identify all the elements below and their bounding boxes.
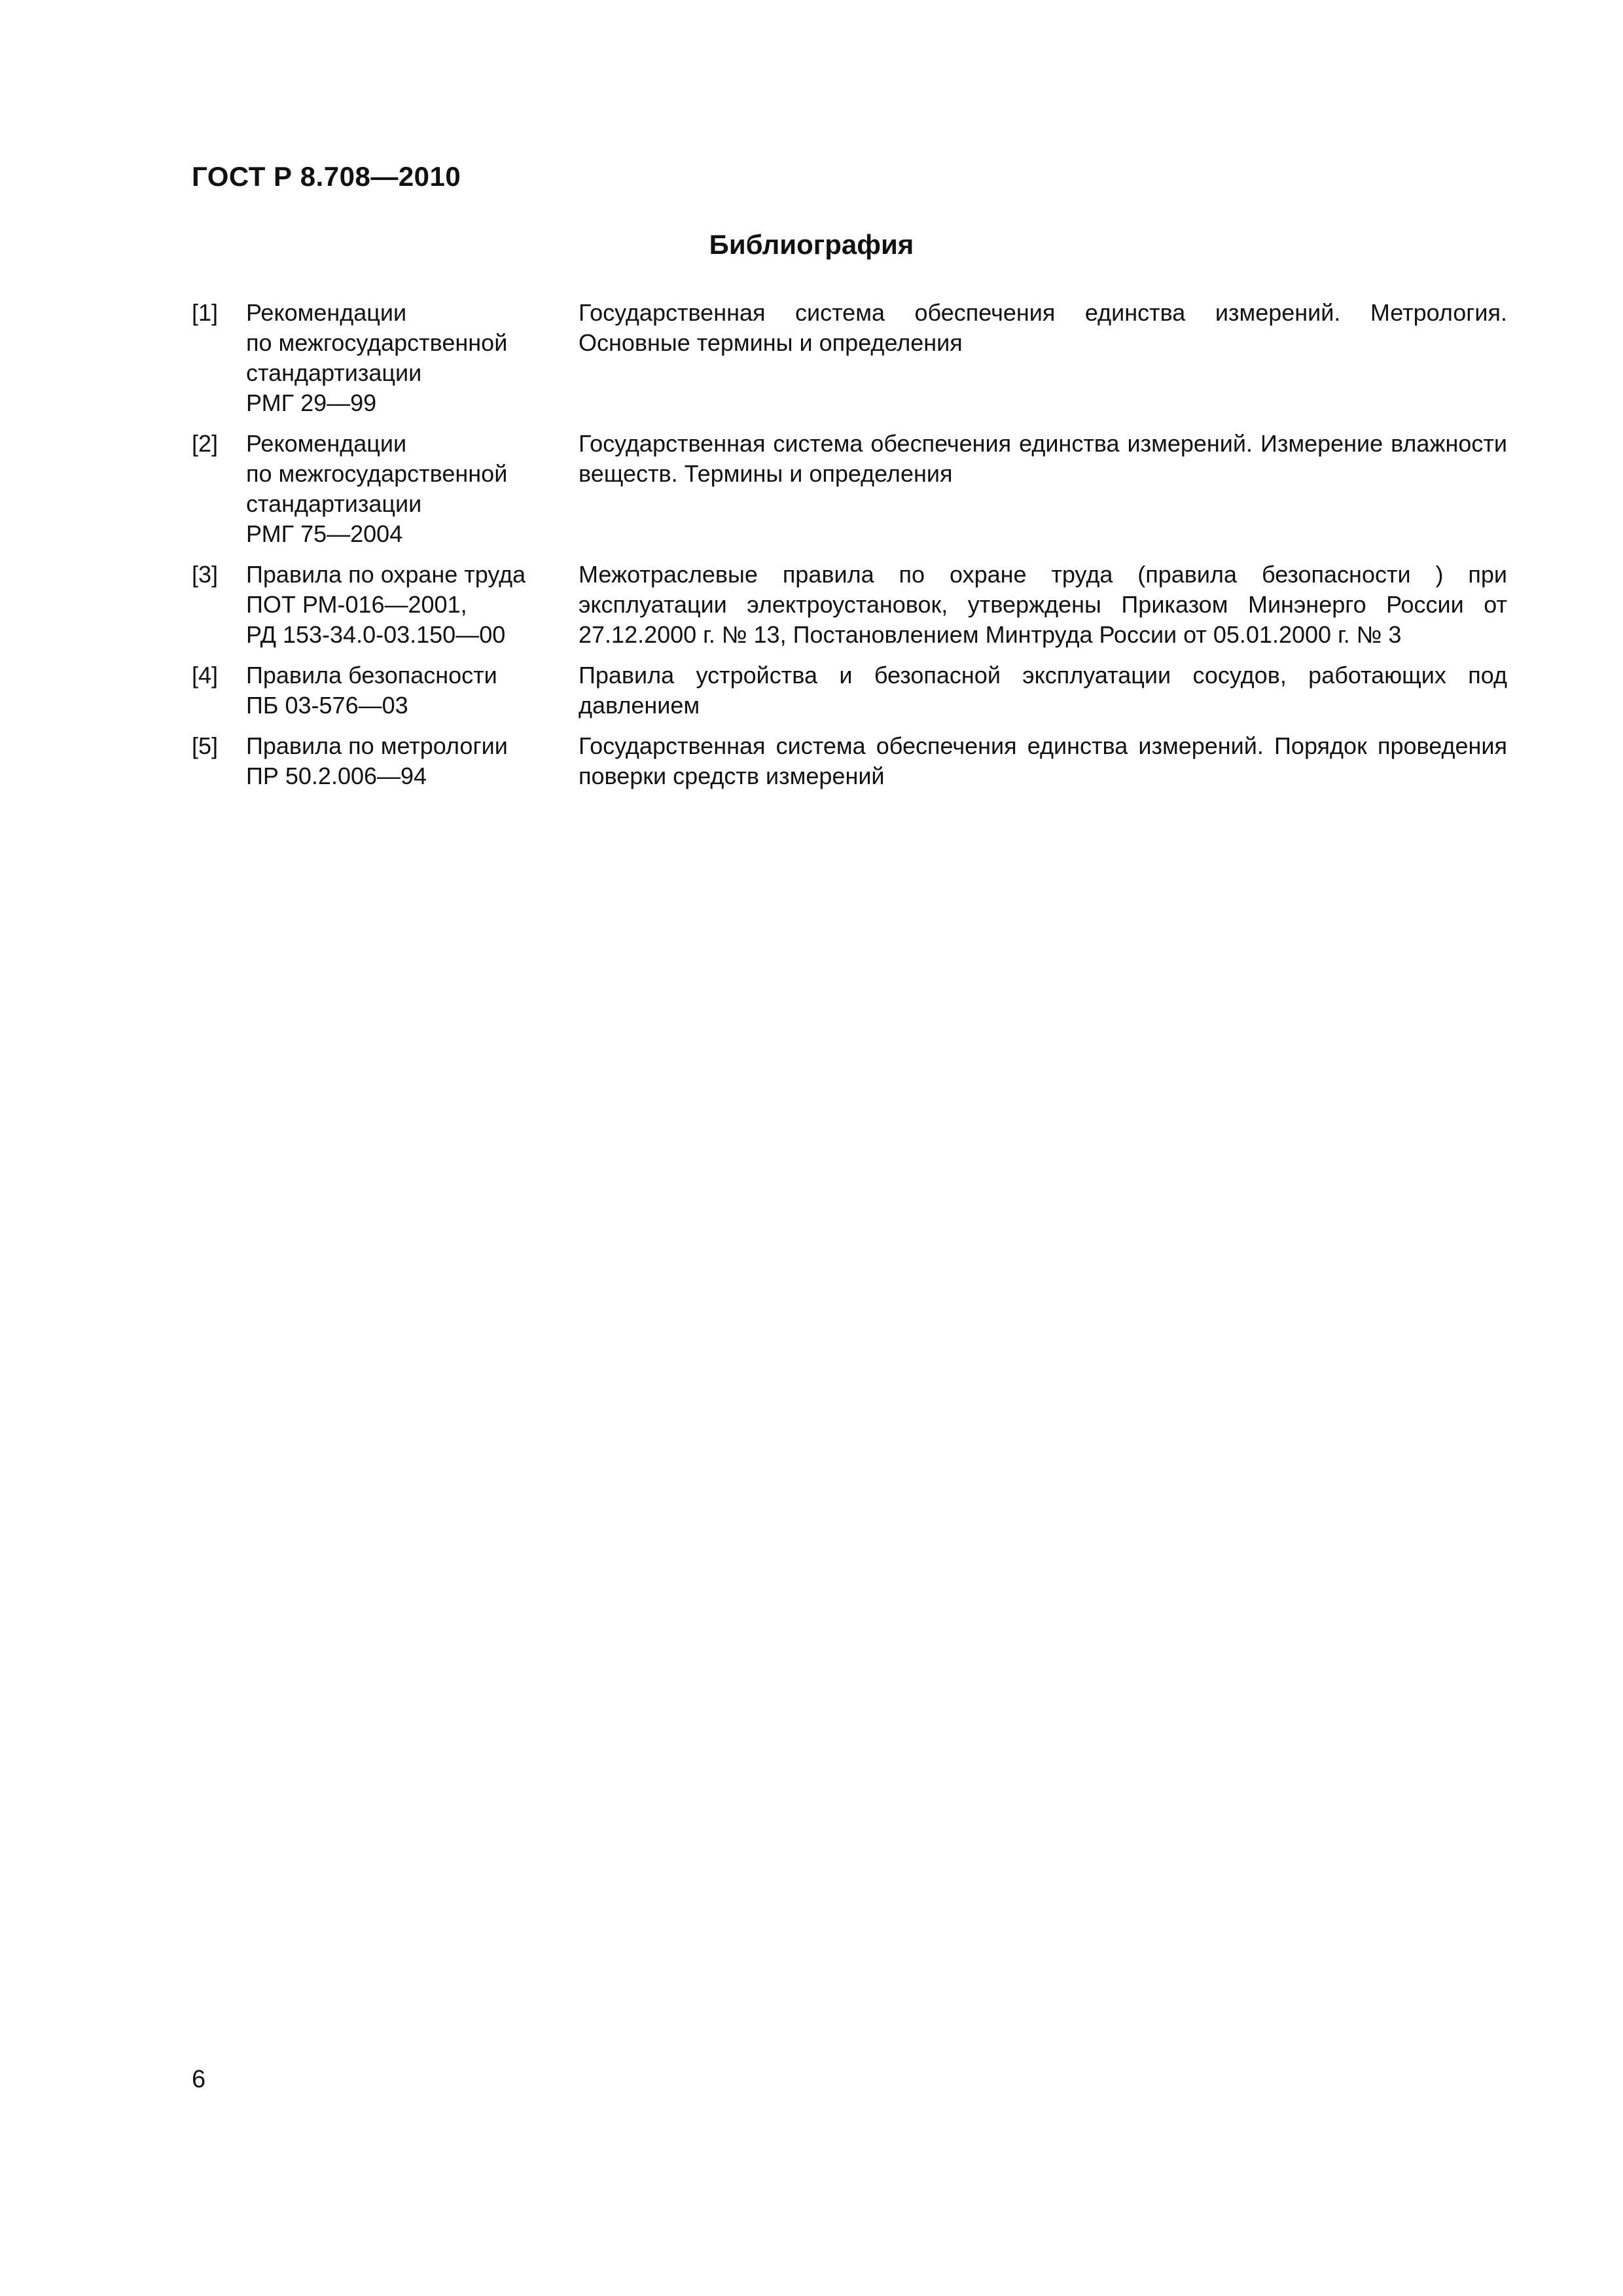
- bibliography-entry: [192, 660, 1507, 721]
- bibliography-entry-number: [1]: [192, 299, 219, 326]
- bibliography-entry-title: Межотраслевые правила по охране труда (правила безопасности ) при эксплуатации электроустановок, утверждены Приказом Минэнерго России от 27.12.2000 г. № 13, Постановлением Минтруда России от 05.01.2000 г. № 3: [579, 561, 1507, 648]
- bibliography-entry-document: Правила по метрологии ПР 50.2.006—94: [246, 732, 508, 789]
- bibliography-entry-title: Государственная система обеспечения единства измерений. Порядок проведения поверки средств измерений: [579, 732, 1507, 789]
- bibliography-entry: [192, 429, 1507, 549]
- bibliography-entry-document: Правила безопасности ПБ 03-576—03: [246, 662, 497, 719]
- bibliography-entry-document: Рекомендации по межгосударственной стандартизации РМГ 29—99: [246, 299, 508, 416]
- document-code: ГОСТ Р 8.708—2010: [192, 161, 461, 192]
- bibliography-entry: [192, 298, 1507, 418]
- bibliography-entry: [192, 560, 1507, 650]
- page-number: 6: [192, 2066, 206, 2093]
- bibliography-entry-number: [3]: [192, 561, 219, 588]
- bibliography-entry-title: Государственная система обеспечения единства измерений. Метрология. Основные термины и определения: [579, 299, 1507, 356]
- section-title: Библиография: [709, 229, 914, 260]
- bibliography-entry-document: Правила по охране труда ПОТ РМ-016—2001, РД 153-34.0-03.150—00: [246, 561, 526, 648]
- bibliography-entry: [192, 731, 1507, 791]
- bibliography-entry-document: Рекомендации по межгосударственной стандартизации РМГ 75—2004: [246, 430, 508, 547]
- bibliography-entry-title: Государственная система обеспечения единства измерений. Измерение влажности веществ. Термины и определения: [579, 430, 1507, 487]
- bibliography-entry-number: [2]: [192, 430, 219, 457]
- bibliography-entry-number: [5]: [192, 732, 219, 759]
- bibliography-entry-title: Правила устройства и безопасной эксплуатации сосудов, работающих под давлением: [579, 662, 1507, 719]
- bibliography-entry-number: [4]: [192, 662, 219, 689]
- bibliography-list: [192, 298, 1507, 802]
